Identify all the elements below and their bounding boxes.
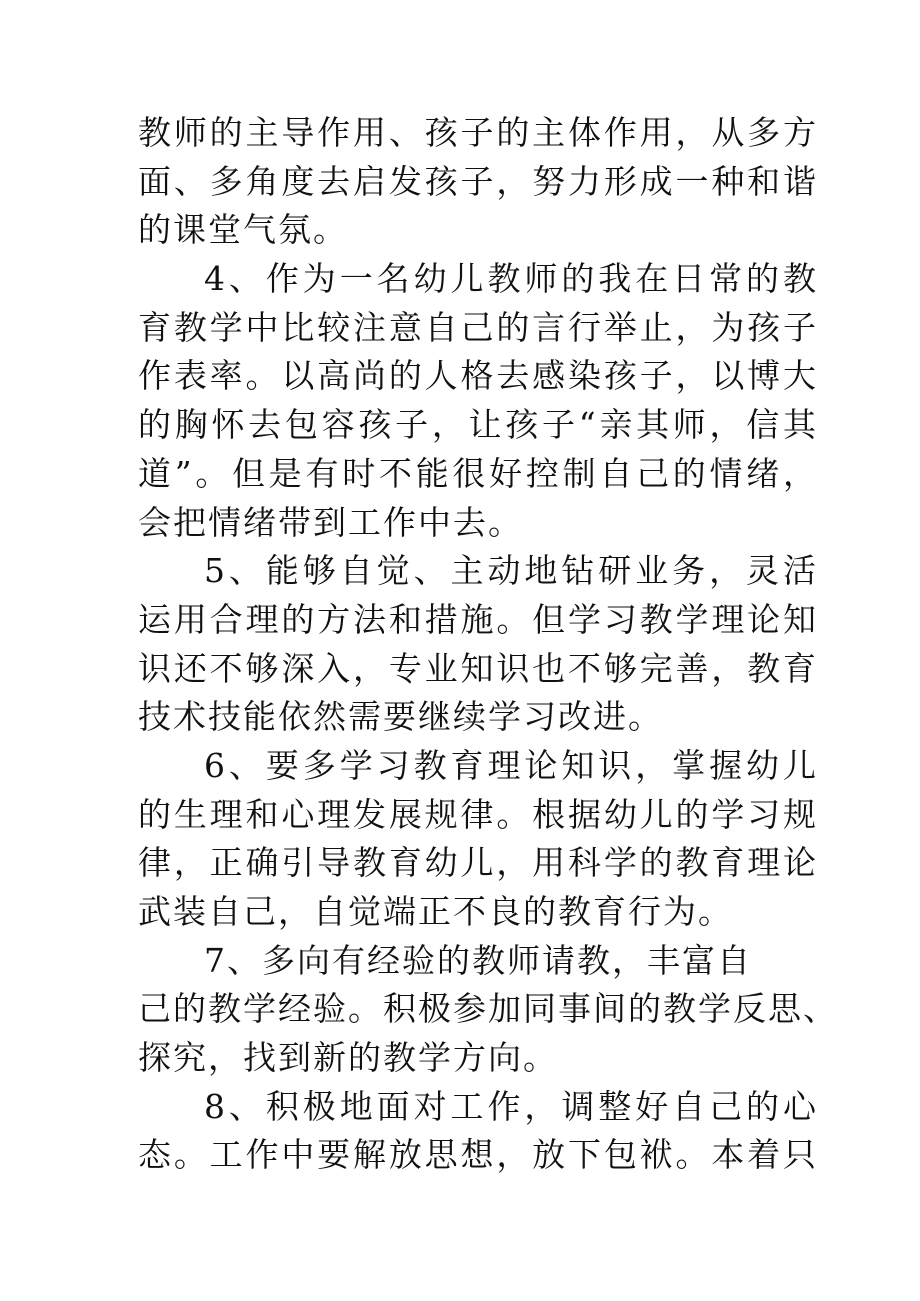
text-line: 探究，找到新的教学方向。 xyxy=(138,1038,558,1078)
text-line: 会把情绪带到工作中去。 xyxy=(138,502,523,542)
text-line: 识还不够深入，专业知识也不够完善，教育 xyxy=(138,648,818,688)
text-line: 5、能够自觉、主动地钻研业务，灵活 xyxy=(204,551,818,591)
text-line: 己的教学经验。积极参加同事间的教学反思、 xyxy=(138,989,838,1029)
text-line: 的胸怀去包容孩子，让孩子“亲其师，信其 xyxy=(138,405,818,445)
text-line: 的生理和心理发展规律。根据幼儿的学习规 xyxy=(138,794,818,834)
body-text xyxy=(138,109,838,1180)
text-line: 教师的主导作用、孩子的主体作用，从多方 xyxy=(138,113,818,152)
text-line: 武装自己，自觉端正不良的教育行为。 xyxy=(138,892,733,931)
text-line: 7、多向有经验的教师请教，丰富自 xyxy=(204,940,752,980)
text-line: 技术技能依然需要继续学习改进。 xyxy=(138,697,663,737)
text-line: 面、多角度去启发孩子，努力形成一种和谐 xyxy=(138,161,818,201)
text-line: 作表率。以高尚的人格去感染孩子，以博大 xyxy=(138,356,818,396)
text-line: 运用合理的方法和措施。但学习教学理论知 xyxy=(138,599,818,639)
text-line: 4、作为一名幼儿教师的我在日常的教 xyxy=(204,259,818,299)
text-line: 的课堂气氛。 xyxy=(138,210,348,250)
text-line: 育教学中比较注意自己的言行举止，为孩子 xyxy=(138,307,818,347)
text-line: 律，正确引导教育幼儿，用科学的教育理论 xyxy=(138,843,818,883)
text-line: 6、要多学习教育理论知识，掌握幼儿 xyxy=(204,745,818,785)
text-line: 道”。但是有时不能很好控制自己的情绪， xyxy=(138,453,818,493)
text-line: 态。工作中要解放思想，放下包袱。本着只 xyxy=(138,1135,818,1175)
text-line: 8、积极地面对工作，调整好自己的心 xyxy=(204,1086,818,1126)
